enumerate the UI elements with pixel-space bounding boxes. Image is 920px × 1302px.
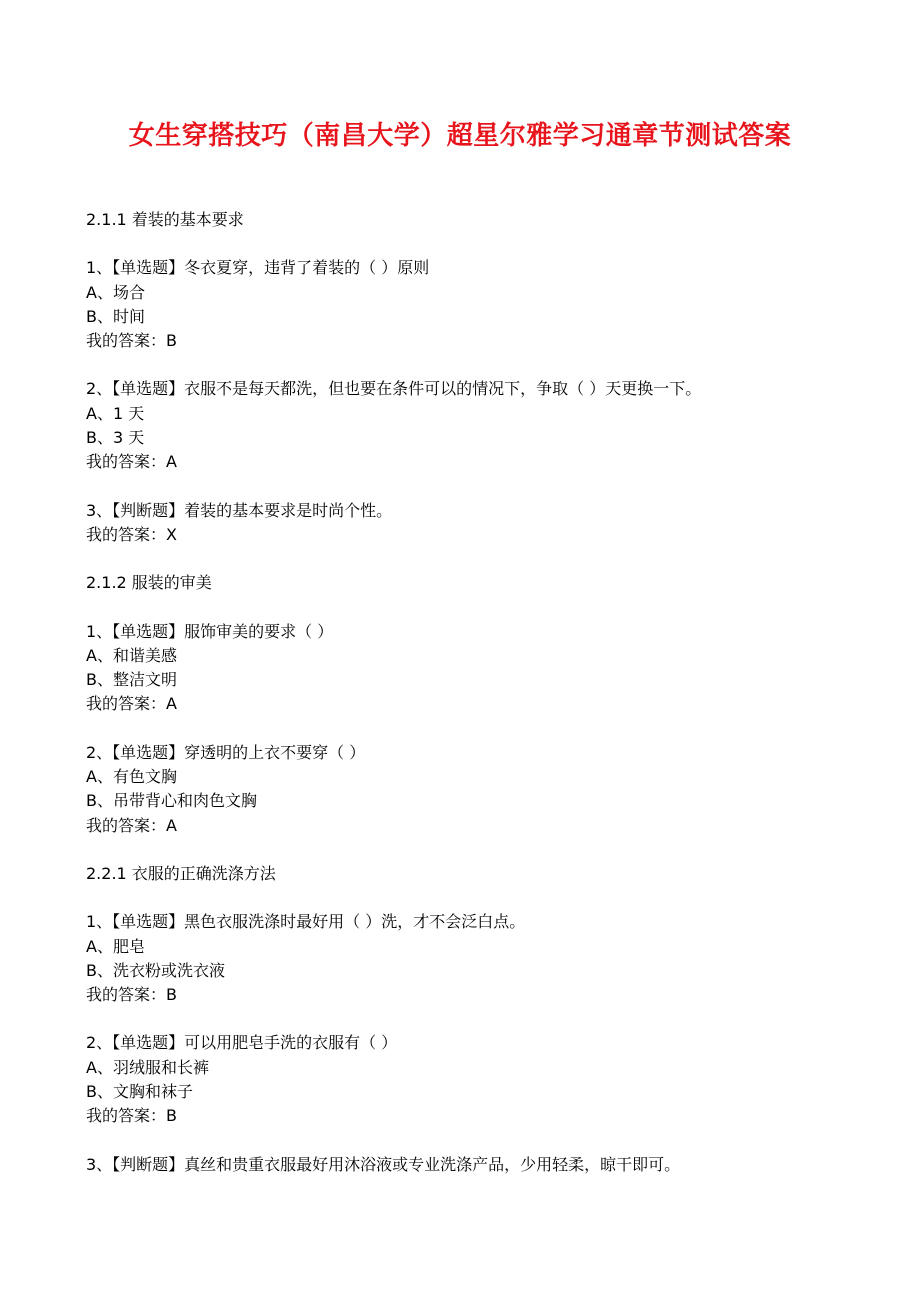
section-heading: 2.1.2 服装的审美 [86, 573, 212, 593]
question-option: A、羽绒服和长裤 [86, 1057, 209, 1077]
question-block [86, 741, 866, 838]
question-option: B、3 天 [86, 428, 145, 448]
question-answer: 我的答案：A [86, 815, 177, 835]
question-answer: 我的答案：B [86, 331, 177, 351]
question-block [86, 910, 866, 1007]
question-option: B、吊带背心和肉色文胸 [86, 791, 257, 811]
question-option: B、整洁文明 [86, 670, 177, 690]
question-stem: 2、【单选题】可以用肥皂手洗的衣服有（ ） [86, 1033, 398, 1053]
section-heading: 2.1.1 着装的基本要求 [86, 210, 244, 229]
question-stem: 1、【单选题】黑色衣服洗涤时最好用（ ）洗，才不会泛白点。 [86, 912, 526, 932]
question-stem: 2、【单选题】衣服不是每天都洗，但也要在条件可以的情况下，争取（ ）天更换一下。 [86, 379, 702, 399]
question-option: A、肥皂 [86, 936, 145, 956]
question-answer: 我的答案：B [86, 985, 177, 1005]
question-option: A、有色文胸 [86, 767, 177, 787]
question-answer: 我的答案：X [86, 524, 177, 544]
question-answer: 我的答案：A [86, 452, 177, 472]
question-option: A、1 天 [86, 403, 145, 423]
question-block [86, 499, 866, 548]
question-option: B、洗衣粉或洗衣液 [86, 960, 225, 980]
question-block [86, 1031, 866, 1128]
document-title: 女生穿搭技巧（南昌大学）超星尔雅学习通章节测试答案 [128, 121, 792, 151]
question-option: B、时间 [86, 306, 145, 326]
document-body [86, 208, 866, 1201]
question-block [86, 1153, 866, 1177]
question-block [86, 620, 866, 717]
question-answer: 我的答案：B [86, 1106, 177, 1126]
section-heading: 2.2.1 衣服的正确洗涤方法 [86, 863, 276, 883]
question-stem: 1、【单选题】服饰审美的要求（ ） [86, 621, 334, 641]
question-stem: 3、【判断题】真丝和贵重衣服最好用沐浴液或专业洗涤产品，少用轻柔，晾干即可。 [86, 1154, 681, 1174]
question-stem: 3、【判断题】着装的基本要求是时尚个性。 [86, 500, 393, 520]
question-block [86, 256, 866, 353]
question-stem: 1、【单选题】冬衣夏穿，违背了着装的（ ）原则 [86, 258, 430, 278]
question-answer: 我的答案：A [86, 694, 177, 714]
question-block [86, 377, 866, 474]
question-option: A、场合 [86, 282, 145, 302]
question-option: A、和谐美感 [86, 645, 177, 665]
question-option: B、文胸和袜子 [86, 1082, 193, 1102]
question-stem: 2、【单选题】穿透明的上衣不要穿（ ） [86, 742, 366, 762]
